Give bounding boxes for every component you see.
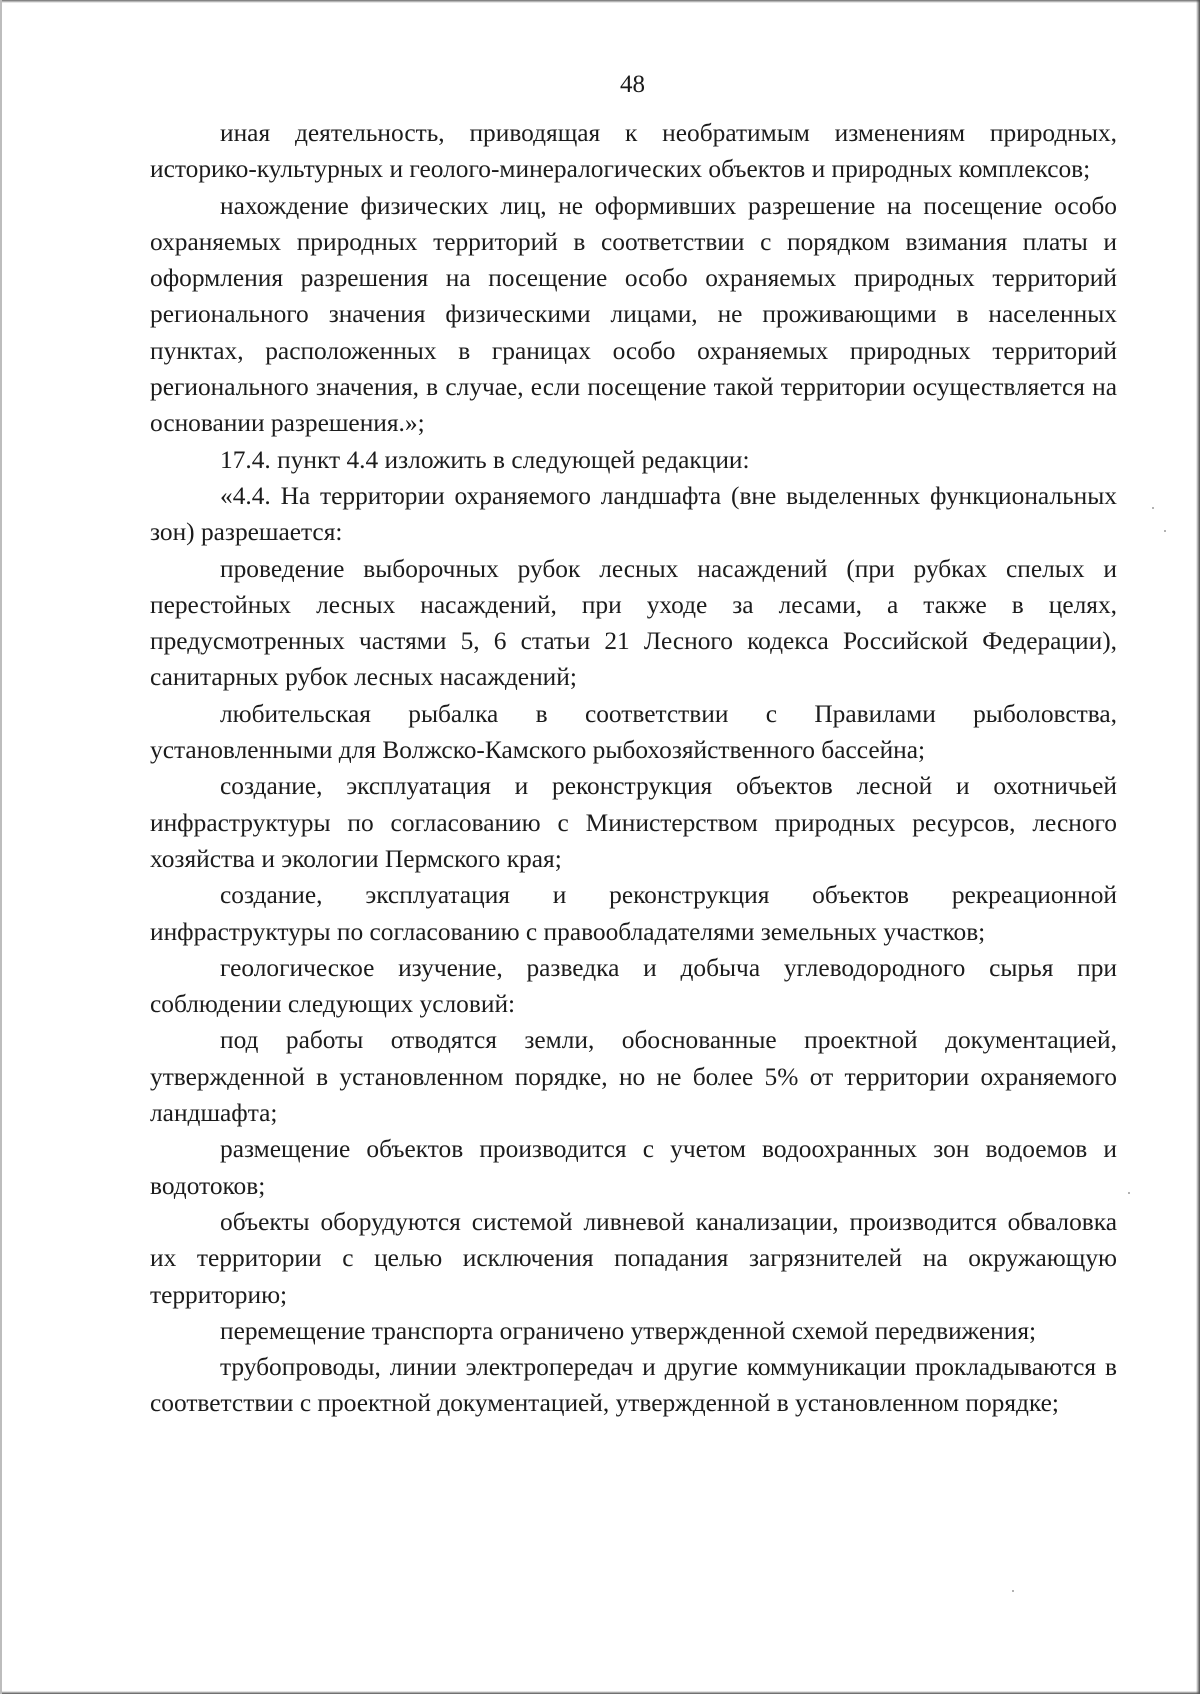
scan-speck (1012, 1590, 1014, 1592)
page-number: 48 (620, 71, 645, 98)
paragraph: трубопроводы, линии электропередач и другие коммуникации прокладываются в соответствии с проектной документацией, утвержденной в установленном порядке; (150, 1353, 1117, 1418)
scan-speck (1164, 530, 1166, 532)
scan-edge-left (0, 0, 2, 1694)
scan-edge-right (1196, 0, 1200, 1694)
paragraph: 17.4. пункт 4.4 изложить в следующей редакции: (220, 445, 750, 474)
scan-edge-top (0, 0, 1200, 3)
paragraph: создание, эксплуатация и реконструкция объектов рекреационной инфраструктуры по согласованию с правообладателями земельных участков; (150, 881, 1117, 946)
paragraph: иная деятельность, приводящая к необратимым изменениям природных, историко-культурных и геолого-минералогических объектов и природных комплексов; (150, 119, 1117, 184)
paragraph: размещение объектов производится с учетом водоохранных зон водоемов и водотоков; (150, 1135, 1117, 1200)
paragraph: создание, эксплуатация и реконструкция объектов лесной и охотничьей инфраструктуры по согласованию с Министерством природных ресурсов, лесного хозяйства и экологии Пермского края; (150, 772, 1117, 873)
paragraph: перемещение транспорта ограничено утвержденной схемой передвижения; (220, 1316, 1037, 1345)
scan-speck (1128, 1192, 1130, 1194)
paragraph: объекты оборудуются системой ливневой канализации, производится обваловка их территории с целью исключения попадания загрязнителей на окружающую территорию; (150, 1207, 1117, 1309)
paragraph: проведение выборочных рубок лесных насаждений (при рубках спелых и перестойных лесных насаждений, при уходе за лесами, а также в целях, предусмотренных частями 5, 6 статьи 21 Лесного кодекса Российской Федерации), санитарных рубок лесных насаждений; (150, 554, 1117, 692)
paragraph: под работы отводятся земли, обоснованные проектной документацией, утвержденной в установленном порядке, но не более 5% от территории охраняемого ландшафта; (150, 1026, 1117, 1128)
paragraph: геологическое изучение, разведка и добыча углеводородного сырья при соблюдении следующих условий: (150, 953, 1117, 1019)
paragraph: любительская рыбалка в соответствии с Правилами рыболовства, установленными для Волжско-Камского рыбохозяйственного бассейна; (150, 699, 1117, 765)
paragraph: «4.4. На территории охраняемого ландшафта (вне выделенных функциональных зон) разрешается: (150, 481, 1117, 547)
document-body (150, 115, 1117, 1422)
scan-speck (1152, 507, 1154, 509)
paragraph: нахождение физических лиц, не оформивших разрешение на посещение особо охраняемых природных территорий в соответствии с порядком взимания платы и оформления разрешения на посещение особо охраняемых природных территорий регионального значения физическими лицами, не проживающими в населенных пунктах, расположенных в границах особо охраняемых природных территорий регионального значения, в случае, если посещение такой территории осуществляется на основании разрешения.»; (150, 191, 1117, 438)
